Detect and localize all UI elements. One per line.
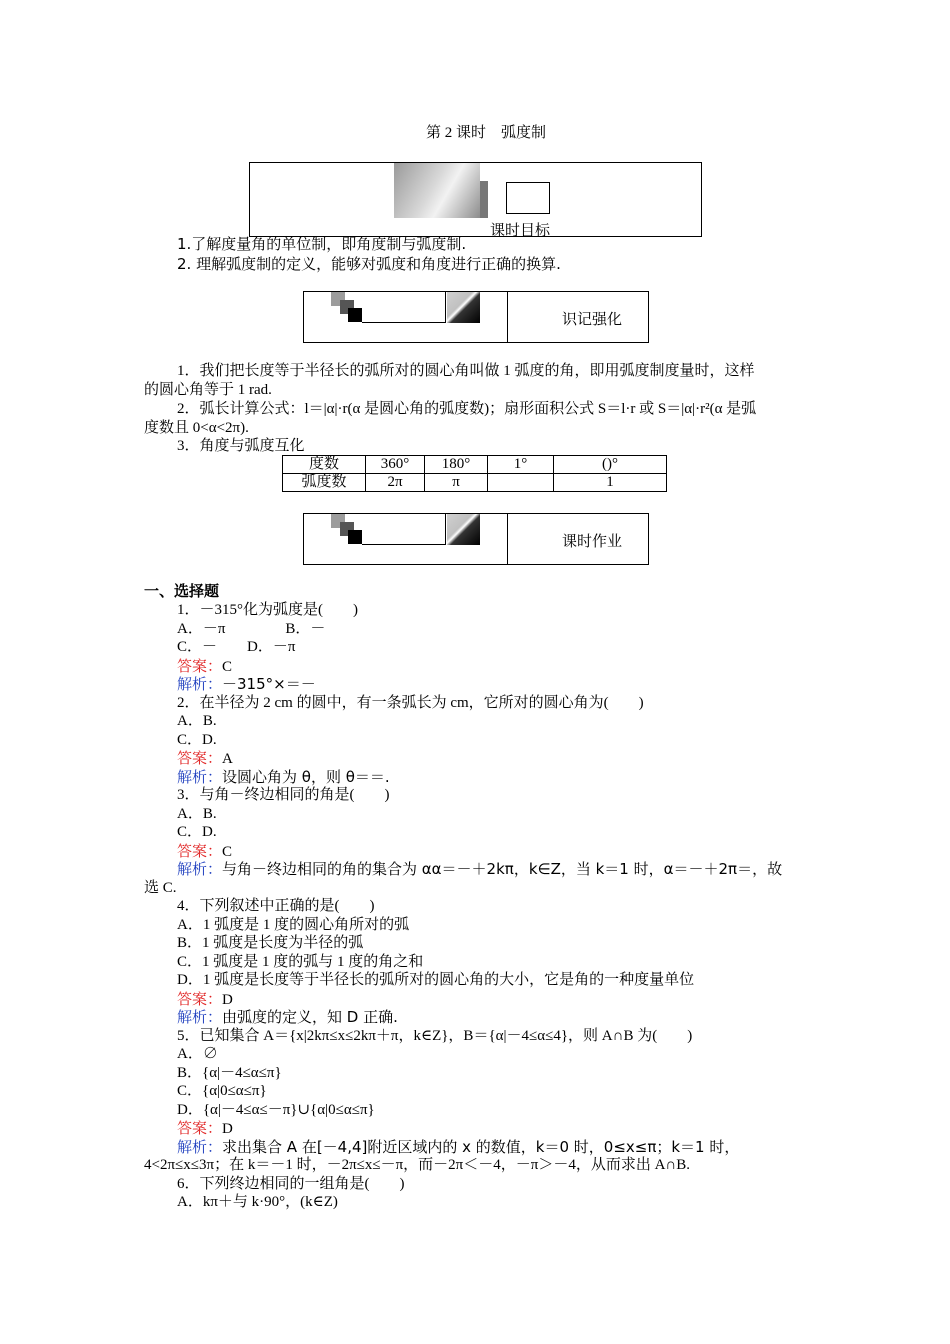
exercise-line (177, 934, 363, 952)
exercise-text: 3．与角－终边相同的角是( ) (177, 787, 390, 803)
exercise-line (177, 1064, 282, 1082)
exercise-line (177, 638, 295, 656)
analysis-label: 解析： (177, 1137, 223, 1156)
table-cell (488, 474, 554, 492)
exercise-text: 由弧度的定义，知 D 正确. (222, 1008, 398, 1026)
banner-diagonal-graphic (447, 292, 480, 323)
memory-paragraph-2-cont: 度数且 0<α<2π). (144, 420, 249, 436)
exercise-line (177, 620, 325, 638)
banner-decoration-bar (480, 181, 488, 218)
banner-square-dark (348, 308, 362, 322)
exercise-text: A．B. (177, 713, 217, 729)
exercise-text: A．－π B．－ (177, 620, 326, 637)
exercise-text: 4<2π≤x≤3π；在 k＝－1 时，－2π≤x≤－π，而－2π＜－4，－π＞－4，从而求出 A∩B. (144, 1157, 691, 1173)
exercise-line (177, 953, 423, 971)
table-cell: 360° (366, 456, 425, 474)
analysis-label: 解析： (177, 860, 223, 878)
exercise-line (177, 749, 233, 768)
answer-label: 答案： (177, 841, 223, 860)
exercise-line (177, 768, 390, 787)
exercise-text: B．1 弧度是长度为半径的弧 (177, 935, 364, 951)
exercise-line (177, 823, 217, 841)
exercise-text: C．1 弧度是 1 度的弧与 1 度的角之和 (177, 953, 424, 970)
exercise-text: C．{α|0≤α≤π} (177, 1083, 267, 1099)
exercise-line (144, 879, 177, 897)
banner-square-dark (348, 530, 362, 544)
banner-divider (507, 514, 508, 564)
homework-banner (303, 513, 649, 565)
homework-banner-label: 课时作业 (562, 532, 623, 550)
exercise-line (177, 1082, 267, 1100)
analysis-label: 解析： (177, 1008, 223, 1026)
exercise-text: 选 C. (144, 879, 177, 896)
exercise-line (177, 694, 644, 712)
exercise-text: C (222, 843, 233, 860)
table-row (283, 474, 667, 492)
objective-2: 2. 理解弧度制的定义，能够对弧度和角度进行正确的换算. (177, 255, 561, 273)
table-cell: π (425, 474, 488, 492)
exercise-line (177, 971, 694, 989)
exercise-line (177, 1008, 398, 1027)
objectives-banner (249, 162, 702, 237)
banner-diagonal-graphic (447, 514, 480, 545)
exercise-line (177, 990, 233, 1009)
exercise-line (177, 1175, 405, 1193)
exercise-line (177, 1045, 218, 1063)
table-cell: ()° (554, 456, 667, 474)
exercise-text: 2．在半径为 2 cm 的圆中，有一条弧长为 cm，它所对的圆心角为( ) (177, 694, 644, 711)
memory-paragraph-1: 1．我们把长度等于半径长的弧所对的圆心角叫做 1 弧度的角，即用弧度制度量时，这样 (177, 363, 755, 379)
exercise-text: A．∅ (177, 1046, 218, 1062)
memory-banner (303, 291, 649, 343)
exercise-line (177, 897, 375, 915)
exercise-line (177, 675, 316, 694)
answer-label: 答案： (177, 656, 223, 675)
exercise-text: C．D. (177, 824, 217, 840)
table-cell: 弧度数 (283, 474, 366, 492)
exercise-line (177, 1027, 692, 1045)
analysis-label: 解析： (177, 767, 223, 786)
table-cell: 2π (366, 474, 425, 492)
exercise-line (177, 786, 390, 804)
exercise-text: 求出集合 A 在[－4,4]附近区域内的 x 的数值，k＝0 时，0≤x≤π；k＝1 时， (222, 1137, 740, 1156)
exercise-text: A．B. (177, 805, 217, 822)
banner-vline (445, 292, 446, 323)
table-cell: 1° (488, 456, 554, 474)
exercise-line (177, 842, 232, 861)
table-cell: 180° (425, 456, 488, 474)
exercise-text: 与角－终边相同的角的集合为 αα＝－＋2kπ，k∈Z，当 k＝1 时，α＝－＋2π＝，故 (222, 860, 783, 878)
banner-decoration-box (506, 182, 550, 214)
page-title: 第 2 课时 弧度制 (426, 125, 547, 141)
objective-1: 1.了解度量角的单位制，即角度制与弧度制. (177, 235, 467, 253)
memory-banner-label: 识记强化 (562, 310, 623, 328)
exercise-line (144, 1156, 690, 1174)
answer-label: 答案： (177, 989, 223, 1008)
objectives-banner-label: 课时目标 (490, 221, 551, 239)
exercise-line (177, 1119, 233, 1138)
memory-paragraph-2: 2．弧长计算公式：l＝|α|·r(α 是圆心角的弧度数)；扇形面积公式 S＝l·r 或 S＝|α|·r²(α 是弧 (177, 401, 757, 417)
exercise-line (177, 1138, 739, 1157)
exercise-text: D (222, 991, 233, 1008)
exercise-line (177, 657, 232, 676)
memory-paragraph-1-cont: 的圆心角等于 1 rad. (144, 382, 272, 398)
exercise-text: D (222, 1121, 233, 1137)
exercise-text: 6．下列终边相同的一组角是( ) (177, 1175, 405, 1192)
exercise-text: 设圆心角为 θ，则 θ＝＝. (222, 767, 390, 786)
exercise-line (177, 916, 409, 934)
exercise-line (177, 712, 217, 730)
exercise-text: C．D. (177, 731, 217, 748)
exercise-text: A (222, 751, 233, 767)
exercise-line (177, 1101, 375, 1119)
exercise-line (177, 601, 358, 619)
answer-label: 答案： (177, 1119, 223, 1137)
section-heading: 一、选择题 (144, 584, 220, 600)
analysis-label: 解析： (177, 675, 223, 693)
exercise-line (177, 731, 217, 749)
exercise-text: 1．－315°化为弧度是( ) (177, 602, 358, 618)
exercise-text: D．{α|－4≤α≤－π}∪{α|0≤α≤π} (177, 1101, 375, 1118)
exercise-text: A．kπ＋与 k·90°，(k∈Z) (177, 1194, 338, 1210)
exercise-text: 4．下列叙述中正确的是( ) (177, 898, 375, 914)
banner-line (362, 322, 446, 323)
exercise-text: C (222, 658, 233, 675)
exercise-text: －315°×＝－ (222, 675, 316, 693)
exercise-line (177, 860, 782, 879)
banner-vline (445, 514, 446, 545)
banner-line (362, 544, 446, 545)
exercise-text: B．{α|－4≤α≤π} (177, 1064, 282, 1081)
table-row (283, 456, 667, 474)
exercise-line (177, 1193, 338, 1211)
answer-label: 答案： (177, 749, 223, 767)
table-cell: 度数 (283, 456, 366, 474)
exercise-line (177, 805, 217, 823)
exercise-text: C．－ D．－π (177, 639, 296, 655)
exercise-text: 5．已知集合 A＝{x|2kπ≤x≤2kπ＋π，k∈Z}，B＝{α|－4≤α≤4}，则 A∩B 为( ) (177, 1027, 693, 1044)
conversion-table (282, 455, 667, 492)
banner-decoration (394, 163, 480, 218)
table-cell: 1 (554, 474, 667, 492)
banner-divider (507, 292, 508, 342)
exercise-text: D．1 弧度是长度等于半径长的弧所对的圆心角的大小，它是角的一种度量单位 (177, 972, 695, 988)
memory-paragraph-3: 3．角度与弧度互化 (177, 438, 305, 454)
exercise-text: A．1 弧度是 1 度的圆心角所对的弧 (177, 916, 410, 933)
